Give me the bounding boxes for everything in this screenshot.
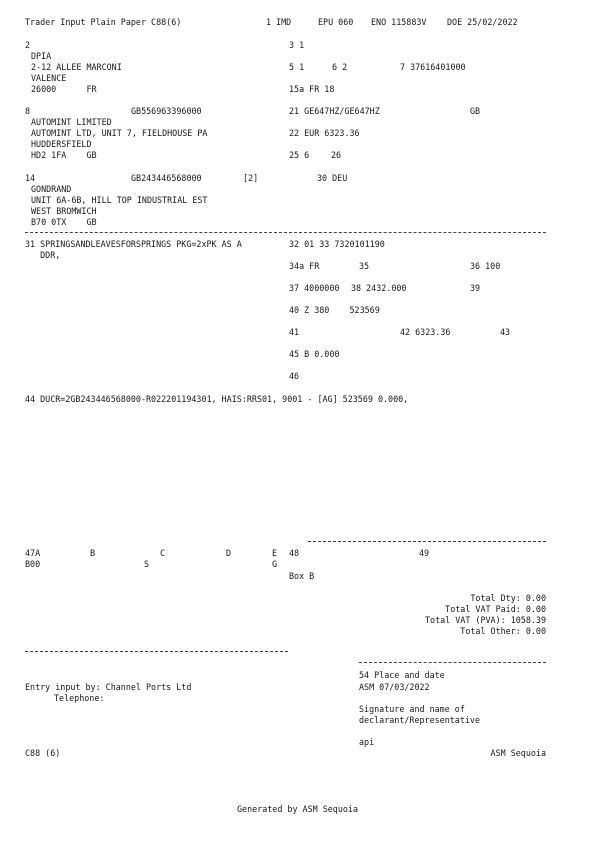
- box40-previous-document: 40 Z 380 523569: [289, 305, 380, 315]
- total-vat-paid: Total VAT Paid: 0.00: [445, 604, 546, 614]
- box2-number: 2: [25, 40, 31, 50]
- entry-number: ENO 115883V: [371, 17, 427, 27]
- divider: [359, 662, 546, 663]
- box1-declaration-type: 1 IMD: [266, 17, 292, 27]
- signature-value: api: [359, 737, 375, 747]
- total-vat-pva: Total VAT (PVA): 1058.39: [424, 615, 546, 625]
- box45-adjustment: 45 B 0.000: [289, 349, 340, 359]
- box8-line: AUTOMINT LTD, UNIT 7, FIELDHOUSE PA: [31, 128, 208, 138]
- box14-line: B70 0TX GB: [31, 217, 97, 227]
- box8-line: HD2 1FA GB: [31, 150, 97, 160]
- box14-number: 14: [25, 173, 36, 183]
- box35-gross-mass: 35: [359, 261, 370, 271]
- box8-line: AUTOMINT LIMITED: [31, 117, 112, 127]
- box14-representation: [2]: [243, 173, 259, 183]
- box14-eori: GB243446568000: [131, 173, 202, 183]
- box26-inland-mode: 26: [331, 150, 342, 160]
- total-other: Total Other: 0.00: [460, 626, 546, 636]
- box21-transport: 21 GE647HZ/GE647HZ: [289, 106, 380, 116]
- box30-goods-location: 30 DEU: [317, 173, 348, 183]
- divider: [25, 651, 288, 652]
- box32-33-commodity: 32 01 33 7320101190: [289, 239, 385, 249]
- box47-col-c: C: [160, 548, 166, 558]
- box31-description-cont: DDR,: [25, 250, 61, 260]
- box44-additional-info: 44 DUCR=2GB243446568000-R022201194301, HAIS:RRS01, 9001 - [AG] 523569 0.000,: [25, 394, 409, 404]
- total-duty: Total Dty: 0.00: [470, 593, 546, 603]
- box15a-dispatch-country: 15a FR 18: [289, 84, 335, 94]
- box47-tax-type: B00: [25, 559, 41, 569]
- divider: [308, 541, 546, 542]
- box7-reference: 7 37616401000: [400, 62, 466, 72]
- box47-col-b: B: [90, 548, 96, 558]
- form-code: C88 (6): [25, 748, 61, 758]
- box36-preference: 36 100: [470, 261, 501, 271]
- box48-deferred-payment: 48: [289, 548, 300, 558]
- box14-line: GONDRAND: [31, 184, 72, 194]
- box2-line: 26000 FR: [31, 84, 97, 94]
- box41-supplementary-units: 41: [289, 327, 300, 337]
- epu-number: EPU 060: [318, 17, 354, 27]
- box8-eori: GB556963396000: [131, 106, 202, 116]
- signature-label-line1: Signature and name of: [359, 704, 465, 714]
- box-b-label: Box B: [289, 571, 315, 581]
- box46-statistical-value: 46: [289, 371, 300, 381]
- box31-description: 31 SPRINGSANDLEAVESFORSPRINGS PKG=2xPK AS A: [25, 239, 242, 249]
- box21-nationality: GB: [470, 106, 481, 116]
- box22-currency-total: 22 EUR 6323.36: [289, 128, 360, 138]
- box47-rate-code: S: [144, 559, 150, 569]
- box49-warehouse: 49: [419, 548, 430, 558]
- box14-line: UNIT 6A-6B, HILL TOP INDUSTRIAL EST: [31, 195, 208, 205]
- box37-procedure: 37 4000000: [289, 283, 340, 293]
- box2-line: DPIA: [31, 51, 52, 61]
- box42-item-price: 42 6323.36: [400, 327, 451, 337]
- form-title: Trader Input Plain Paper C88(6): [25, 17, 182, 27]
- box34a-origin: 34a FR: [289, 261, 320, 271]
- box47-col-d: D: [226, 548, 232, 558]
- box14-line: WEST BROMWICH: [31, 206, 97, 216]
- generated-by-footer: Generated by ASM Sequoia: [236, 804, 358, 814]
- entry-input-by: Entry input by: Channel Ports Ltd: [25, 682, 192, 692]
- box38-net-mass: 38 2432.000: [351, 283, 407, 293]
- box54-title: 54 Place and date: [359, 670, 445, 680]
- box2-line: VALENCE: [31, 73, 67, 83]
- brand-name: ASM Sequoia: [490, 748, 546, 758]
- box6-packages: 6 2: [332, 62, 348, 72]
- divider: [25, 232, 546, 233]
- telephone-label: Telephone:: [54, 693, 105, 703]
- box2-line: 2-12 ALLEE MARCONI: [31, 62, 122, 72]
- box54-place-date: ASM 07/03/2022: [359, 682, 430, 692]
- date-of-entry: DOE 25/02/2022: [447, 17, 518, 27]
- box8-number: 8: [25, 106, 31, 116]
- box5-items: 5 1: [289, 62, 305, 72]
- box8-line: HUDDERSFIELD: [31, 139, 92, 149]
- box39-quota: 39: [470, 283, 481, 293]
- signature-label-line2: declarant/Representative: [359, 715, 481, 725]
- box47a: 47A: [25, 548, 41, 558]
- box43-valuation: 43: [500, 327, 511, 337]
- box47-method: G: [272, 559, 278, 569]
- box25-transport-mode: 25 6: [289, 150, 310, 160]
- box47-col-e: E: [272, 548, 278, 558]
- box3-forms: 3 1: [289, 40, 305, 50]
